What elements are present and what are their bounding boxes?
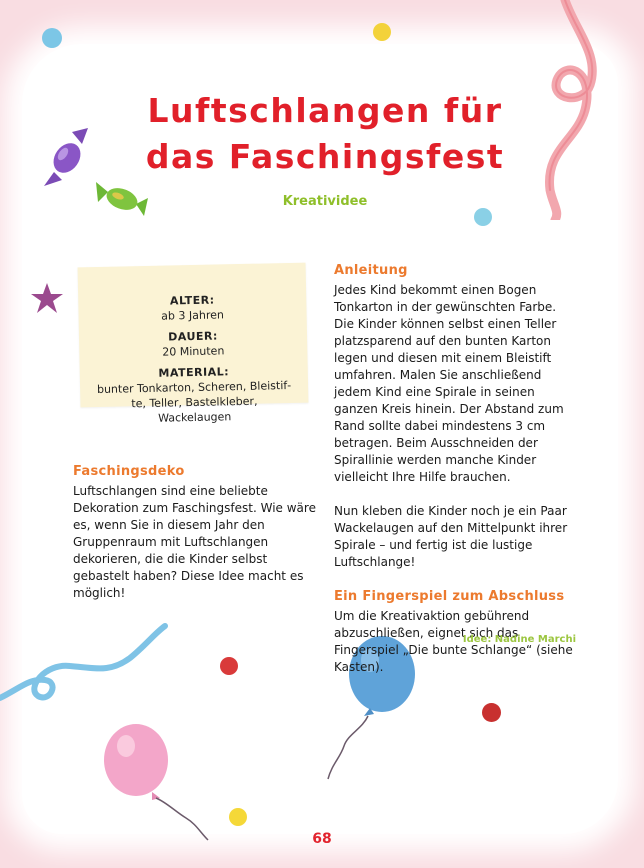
purple-candy-icon bbox=[42, 128, 94, 188]
finger-game-text: Um die Kreativaktion gebührend abzuschließen, eignet sich das Fingerspiel „Die bunte Schlange“ (siehe Kasten). bbox=[334, 609, 573, 674]
instructions-paragraph-2: Nun kleben die Kinder noch je ein Paar Wackelaugen auf den Mittelpunkt ihrer Spirale – und fertig ist die lustige Luftschlange! bbox=[334, 504, 568, 569]
idea-credit: Idee: Nadine Marchi bbox=[462, 634, 576, 645]
page-number: 68 bbox=[312, 831, 332, 847]
info-card bbox=[78, 263, 309, 425]
right-column bbox=[334, 262, 579, 676]
pink-balloon-icon bbox=[96, 722, 216, 842]
faschingsdeko-heading: Faschingsdeko bbox=[73, 464, 185, 479]
instructions-paragraph-1: Jedes Kind bekommt einen Bogen Tonkarton in der gewünschten Farbe. Die Kinder können selbst einen Teller platzsparend auf den bunten Karton legen und diesen mit einem Bleistift umfahren. Malen Sie anschließend jedem Kind eine Spirale in seinen ganzen Kreis hinein. Der Abstand zum Rand sollte dabei mindestens 3 cm betragen. Beim Ausschneiden der Spirallinie werden manche Kinder vielleicht Ihre Hilfe brauchen. bbox=[334, 283, 564, 484]
age-value: ab 3 Jahren bbox=[161, 308, 225, 323]
material-value: bunter Tonkarton, Scheren, Bleistifte, Teller, Bastelkleber, Wackelaugen bbox=[96, 378, 292, 425]
left-column bbox=[73, 463, 323, 602]
category-label: Kreatividee bbox=[282, 194, 368, 209]
blue-streamer-decoration bbox=[0, 618, 170, 708]
yellow-dot-decoration bbox=[229, 808, 247, 826]
finger-game-heading: Ein Fingerspiel zum Abschluss bbox=[334, 589, 565, 604]
blue-dot-decoration bbox=[474, 208, 492, 226]
red-dot-decoration bbox=[220, 657, 238, 675]
duration-label: DAUER: bbox=[168, 329, 218, 344]
duration-value: 20 Minuten bbox=[162, 344, 225, 359]
title-line-1: Luftschlangen für bbox=[147, 91, 503, 130]
page-title bbox=[120, 88, 530, 180]
green-candy-icon bbox=[94, 178, 150, 218]
title-line-2: das Faschingsfest bbox=[145, 137, 505, 176]
faschingsdeko-text: Luftschlangen sind eine beliebte Dekoration zum Faschingsfest. Wie wäre es, wenn Sie in diesem Jahr den Gruppenraum mit Luftschlangen dekorieren, die die Kinder selbst gebastelt haben? Diese Idee macht es möglich! bbox=[73, 484, 316, 600]
age-label: ALTER: bbox=[169, 293, 215, 308]
purple-star-icon bbox=[30, 282, 64, 314]
yellow-dot-decoration bbox=[373, 23, 391, 41]
blue-dot-decoration bbox=[42, 28, 62, 48]
material-label: MATERIAL: bbox=[158, 365, 230, 380]
red-dot-decoration bbox=[482, 703, 501, 722]
instructions-heading: Anleitung bbox=[334, 263, 408, 278]
